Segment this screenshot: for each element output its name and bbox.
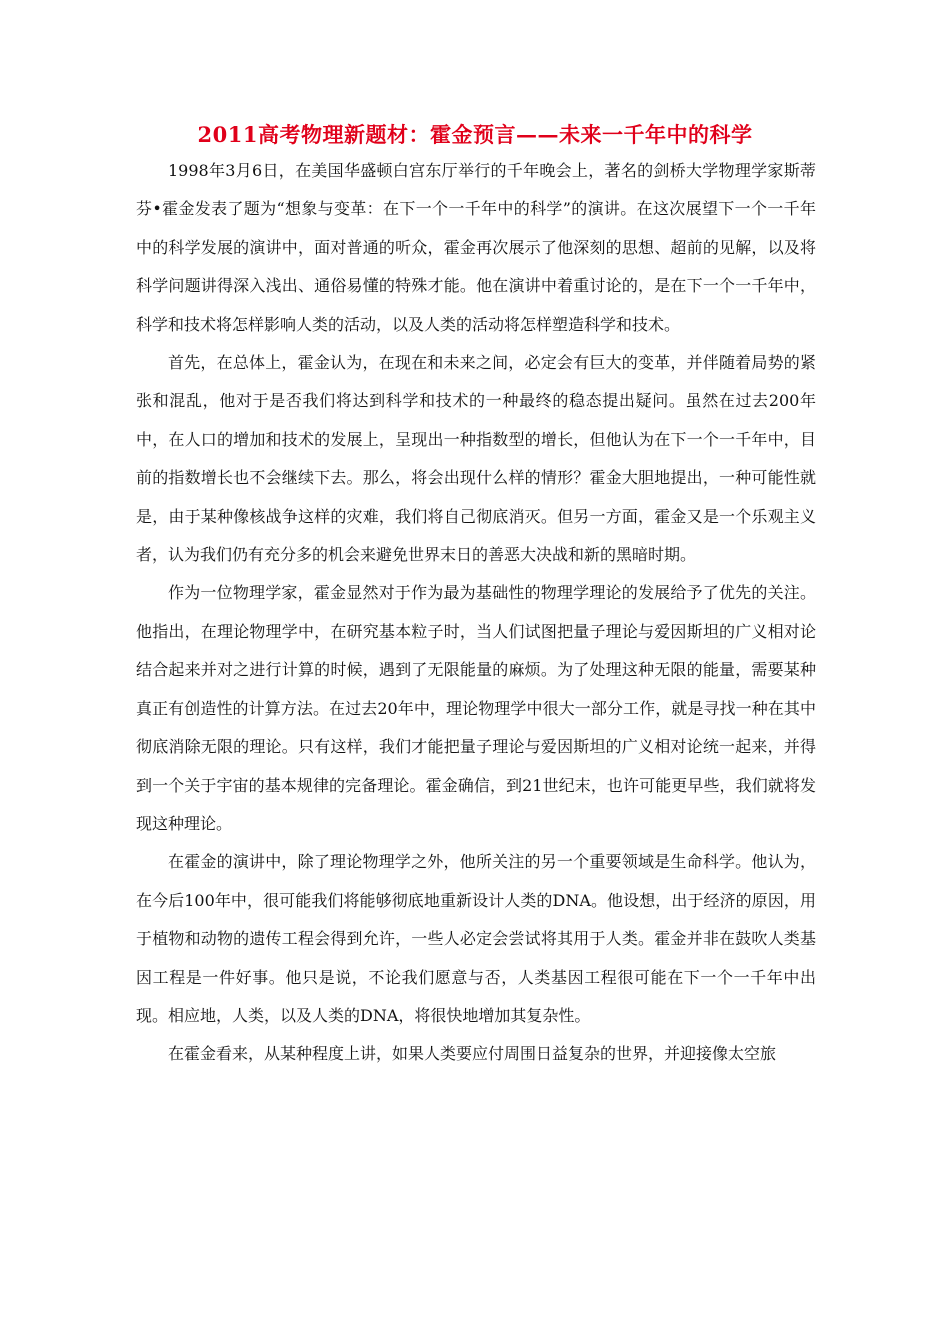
paragraph-4: 在霍金的演讲中，除了理论物理学之外，他所关注的另一个重要领域是生命科学。他认为，在今后100年中，很可能我们将能够彻底地重新设计人类的DNA。他设想，出于经济的原因，用于植物和动物的遗传工程会得到允许，一些人必定会尝试将其用于人类。霍金并非在鼓吹人类基因工程是一件好事。他只是说，不论我们愿意与否，人类基因工程很可能在下一个一千年中出现。相应地，人类，以及人类的DNA，将很快地增加其复杂性。	[136, 852, 816, 1025]
document-body	[136, 152, 816, 1074]
paragraph-2: 首先，在总体上，霍金认为，在现在和未来之间，必定会有巨大的变革，并伴随着局势的紧张和混乱，他对于是否我们将达到科学和技术的一种最终的稳态提出疑问。虽然在过去200年中，在人口的增加和技术的发展上，呈现出一种指数型的增长，但他认为在下一个一千年中，目前的指数增长也不会继续下去。那么，将会出现什么样的情形？霍金大胆地提出，一种可能性就是，由于某种像核战争这样的灾难，我们将自己彻底消灭。但另一方面，霍金又是一个乐观主义者，认为我们仍有充分多的机会来避免世界末日的善恶大决战和新的黑暗时期。	[136, 353, 816, 565]
paragraph-5: 在霍金看来，从某种程度上讲，如果人类要应付周围日益复杂的世界，并迎接像太空旅	[168, 1044, 777, 1064]
document-title: 2011高考物理新题材：霍金预言——未来一千年中的科学	[197, 122, 753, 147]
paragraph-3: 作为一位物理学家，霍金显然对于作为最为基础性的物理学理论的发展给予了优先的关注。他指出，在理论物理学中，在研究基本粒子时，当人们试图把量子理论与爱因斯坦的广义相对论结合起来并对之进行计算的时候，遇到了无限能量的麻烦。为了处理这种无限的能量，需要某种真正有创造性的计算方法。在过去20年中，理论物理学中很大一部分工作，就是寻找一种在其中彻底消除无限的理论。只有这样，我们才能把量子理论与爱因斯坦的广义相对论统一起来，并得到一个关于宇宙的基本规律的完备理论。霍金确信，到21世纪末，也许可能更早些，我们就将发现这种理论。	[136, 583, 816, 833]
paragraph-1: 1998年3月6日，在美国华盛顿白宫东厅举行的千年晚会上，著名的剑桥大学物理学家斯蒂芬•霍金发表了题为“想象与变革：在下一个一千年中的科学”的演讲。在这次展望下一个一千年中的科学发展的演讲中，面对普通的听众，霍金再次展示了他深刻的思想、超前的见解，以及将科学问题讲得深入浅出、通俗易懂的特殊才能。他在演讲中着重讨论的，是在下一个一千年中，科学和技术将怎样影响人类的活动，以及人类的活动将怎样塑造科学和技术。	[136, 161, 816, 334]
